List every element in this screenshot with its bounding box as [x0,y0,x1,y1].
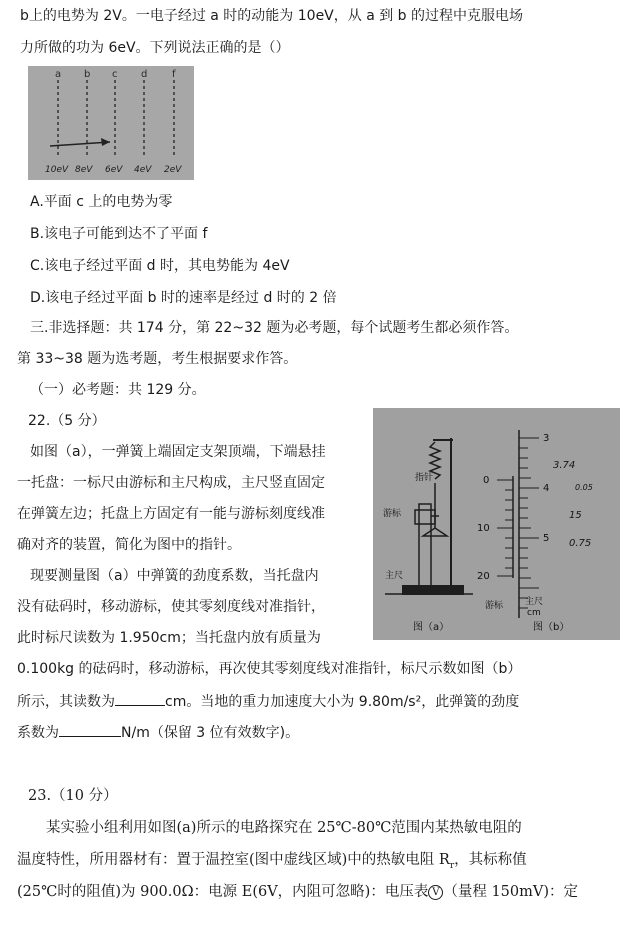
spring-scale-figure [373,408,620,640]
q22-line-10-pre: 系数为 [17,725,59,741]
q22-line-9-post: cm。当地的重力加速度大小为 9.80m/s²，此弹簧的劲度 [165,694,520,710]
q23-header: 23.（10 分） [28,788,118,804]
option-c: C.该电子经过平面 d 时，其电势能为 4eV [30,258,290,274]
main-tick-3: 3 [543,433,550,444]
potential-label-2: 8eV [75,165,93,175]
option-d: D.该电子经过平面 b 时的速率是经过 d 时的 2 倍 [30,290,337,306]
potential-label-4: 4eV [134,165,152,175]
handwritten-note-3: 15 [569,510,582,521]
equipotential-diagram [28,66,194,180]
q23-line-2 [17,850,527,876]
voltmeter-icon: V [428,885,443,900]
label-main-scale: 主尺 [385,571,404,581]
vernier-tick-0: 0 [483,475,490,486]
option-a: A.平面 c 上的电势为零 [30,194,173,210]
potential-label-5: 2eV [164,165,182,175]
intro-line-2: 力所做的功为 6eV。下列说法正确的是（） [20,40,290,56]
reading-answer-blank[interactable] [115,690,165,706]
caption-a: 图（a） [413,622,450,633]
q22-line-9-pre: 所示，其读数为 [17,694,115,710]
base-plate [403,586,463,594]
q22-line-2: 一托盘：一标尺由游标和主尺构成，主尺竖直固定 [17,475,325,491]
main-tick-5: 5 [543,533,550,544]
potential-label-3: 6eV [105,165,123,175]
q22-header: 22.（5 分） [28,413,106,429]
q23-line-3 [17,882,578,902]
resistor-subscript: r [449,860,455,871]
q23-line-1: 某实验小组利用如图(a)所示的电路探究在 25℃-80℃范围内某热敏电阻的 [46,820,522,836]
q22-line-6: 没有砝码时，移动游标，使其零刻度线对准指针， [17,599,325,615]
equipotential-figure [28,66,194,180]
q22-line-9 [17,690,519,712]
q23-line-2-pre: 温度特性，所用器材有：置于温控室(图中虚线区域)中的热敏电阻 R [17,852,450,868]
plane-label-c: c [112,69,118,80]
label-vernier: 游标 [383,509,402,519]
plane-label-f: f [172,69,176,80]
q22-line-1: 如图（a），一弹簧上端固定支架顶端，下端悬挂 [30,444,326,460]
section3-required: （一）必考题：共 129 分。 [30,382,206,398]
q22-line-3: 在弹簧左边；托盘上方固定有一能与游标刻度线准 [17,506,325,522]
option-b: B.该电子可能到达不了平面 f [30,226,208,242]
bottom-label-main: 主尺 [525,597,544,607]
q22-line-4: 确对齐的装置，简化为图中的指针。 [17,537,241,553]
q23-line-3-post: （量程 150mV)：定 [443,884,579,900]
main-tick-4: 4 [543,483,550,494]
label-pointer: 指针 [415,473,434,483]
vernier-tick-20: 20 [477,571,490,582]
q23-line-2-post: ，其标称值 [454,852,527,868]
bottom-label-vernier: 游标 [485,601,504,611]
q22-line-10 [17,721,299,743]
handwritten-note-2: 0.05 [575,483,593,492]
caption-b: 图（b） [533,622,570,633]
q23-line-3-pre: (25℃时的阻值)为 900.0Ω：电源 E(6V，内阻可忽略)：电压表 [17,884,429,900]
q22-line-5: 现要测量图（a）中弹簧的劲度系数，当托盘内 [30,568,319,584]
q22-line-8: 0.100kg 的砝码时，移动游标，再次使其零刻度线对准指针，标尺示数如图（b） [17,661,522,677]
handwritten-note-4: 0.75 [569,538,592,549]
q22-line-10-post: N/m（保留 3 位有效数字)。 [121,725,300,741]
spring-scale-diagram [373,408,620,640]
bottom-label-unit: cm [527,608,541,618]
section3-line-1: 三.非选择题：共 174 分，第 22~32 题为必考题，每个试题考生都必须作答。 [30,320,519,336]
spring-constant-answer-blank[interactable] [59,721,121,737]
handwritten-note-1: 3.74 [553,460,576,471]
vernier-tick-10: 10 [477,523,490,534]
plane-label-d: d [141,69,148,80]
plane-label-a: a [55,69,62,80]
plane-label-b: b [84,69,91,80]
potential-label-1: 10eV [45,165,69,175]
q22-line-7: 此时标尺读数为 1.950cm；当托盘内放有质量为 [17,630,321,646]
section3-line-2: 第 33~38 题为选考题，考生根据要求作答。 [17,351,298,367]
intro-line-1: b上的电势为 2V。一电子经过 a 时的动能为 10eV，从 a 到 b 的过程中克服电场 [20,8,524,24]
